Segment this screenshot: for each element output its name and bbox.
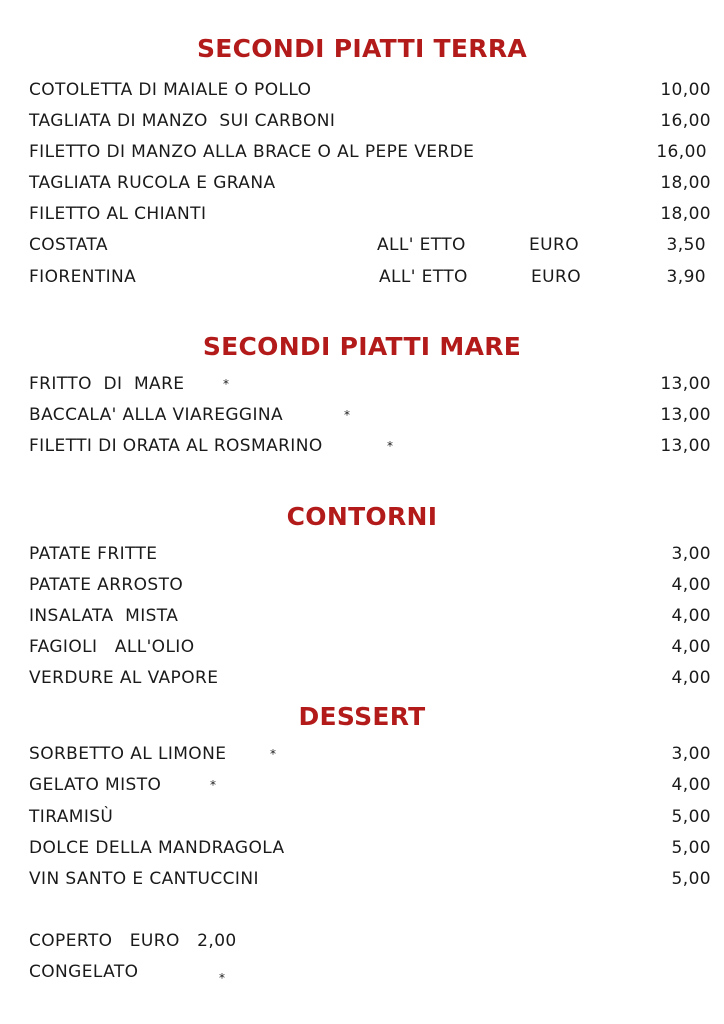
item-name: GELATO MISTO — [29, 775, 162, 795]
item-name: SORBETTO AL LIMONE — [29, 744, 227, 764]
menu-item-row — [29, 772, 711, 798]
item-name: COSTATA — [29, 235, 108, 255]
section-title-contorni: CONTORNI — [286, 502, 438, 531]
item-name: INSALATA MISTA — [29, 606, 179, 626]
item-price: 5,00 — [671, 838, 711, 858]
item-price: 18,00 — [660, 173, 711, 193]
menu-item-row — [29, 741, 711, 767]
item-name: COTOLETTA DI MAIALE O POLLO — [29, 80, 312, 100]
item-currency: EURO — [531, 267, 581, 287]
item-price: 5,00 — [671, 807, 711, 827]
cover-charge-note: COPERTO EURO 2,00 — [29, 931, 237, 951]
item-price: 4,00 — [671, 575, 711, 595]
item-name: TAGLIATA RUCOLA E GRANA — [29, 173, 276, 193]
item-price: 3,00 — [671, 744, 711, 764]
item-name: FRITTO DI MARE — [29, 374, 185, 394]
frozen-legend-label: CONGELATO — [29, 962, 139, 982]
menu-item-row — [29, 835, 711, 861]
menu-item-row — [29, 634, 711, 660]
item-name: FAGIOLI ALL'OLIO — [29, 637, 195, 657]
item-name: TIRAMISÙ — [29, 807, 114, 827]
item-price: 10,00 — [660, 80, 711, 100]
item-price: 3,90 — [666, 267, 706, 287]
menu-item-row — [29, 139, 711, 165]
menu-item-row — [29, 402, 711, 428]
item-name: FILETTO AL CHIANTI — [29, 204, 207, 224]
menu-item-row — [29, 77, 711, 103]
item-unit: ALL' ETTO — [379, 267, 468, 287]
frozen-star-icon: * — [223, 377, 230, 391]
item-price: 3,50 — [666, 235, 706, 255]
item-name: BACCALA' ALLA VIAREGGINA — [29, 405, 284, 425]
menu-item-row — [29, 371, 711, 397]
menu-item-row — [29, 866, 711, 892]
item-name: PATATE FRITTE — [29, 544, 158, 564]
menu-item-row — [29, 603, 711, 629]
frozen-star-icon: * — [270, 747, 277, 761]
item-price: 4,00 — [671, 606, 711, 626]
menu-item-row — [29, 201, 711, 227]
item-name: FILETTI DI ORATA AL ROSMARINO — [29, 436, 323, 456]
item-price: 16,00 — [660, 111, 711, 131]
menu-item-row — [29, 572, 711, 598]
item-currency: EURO — [529, 235, 579, 255]
frozen-legend — [29, 959, 226, 985]
item-price: 4,00 — [671, 637, 711, 657]
menu-item-row — [29, 232, 711, 258]
item-name: TAGLIATA DI MANZO SUI CARBONI — [29, 111, 336, 131]
item-price: 18,00 — [660, 204, 711, 224]
section-title-dessert: DESSERT — [298, 702, 426, 731]
item-price: 13,00 — [660, 374, 711, 394]
frozen-star-icon: * — [387, 439, 394, 453]
frozen-star-icon: * — [210, 778, 217, 792]
section-title-mare: SECONDI PIATTI MARE — [202, 332, 522, 361]
item-name: VERDURE AL VAPORE — [29, 668, 219, 688]
menu-item-row — [29, 433, 711, 459]
item-name: VIN SANTO E CANTUCCINI — [29, 869, 259, 889]
item-name: PATATE ARROSTO — [29, 575, 184, 595]
menu-item-row — [29, 170, 711, 196]
item-name: FIORENTINA — [29, 267, 137, 287]
item-price: 4,00 — [671, 775, 711, 795]
item-price: 5,00 — [671, 869, 711, 889]
item-unit: ALL' ETTO — [377, 235, 466, 255]
menu-item-row — [29, 541, 711, 567]
item-name: DOLCE DELLA MANDRAGOLA — [29, 838, 285, 858]
item-price: 4,00 — [671, 668, 711, 688]
menu-item-row — [29, 108, 711, 134]
item-name: FILETTO DI MANZO ALLA BRACE O AL PEPE VERDE — [29, 142, 475, 162]
frozen-star-icon: * — [344, 408, 351, 422]
menu-item-row — [29, 804, 711, 830]
menu-item-row — [29, 665, 711, 691]
item-price: 13,00 — [660, 405, 711, 425]
item-price: 3,00 — [671, 544, 711, 564]
item-price: 16,00 — [656, 142, 707, 162]
item-price: 13,00 — [660, 436, 711, 456]
menu-item-row — [29, 264, 711, 290]
frozen-star-icon: * — [219, 971, 226, 985]
section-title-terra: SECONDI PIATTI TERRA — [196, 34, 528, 63]
